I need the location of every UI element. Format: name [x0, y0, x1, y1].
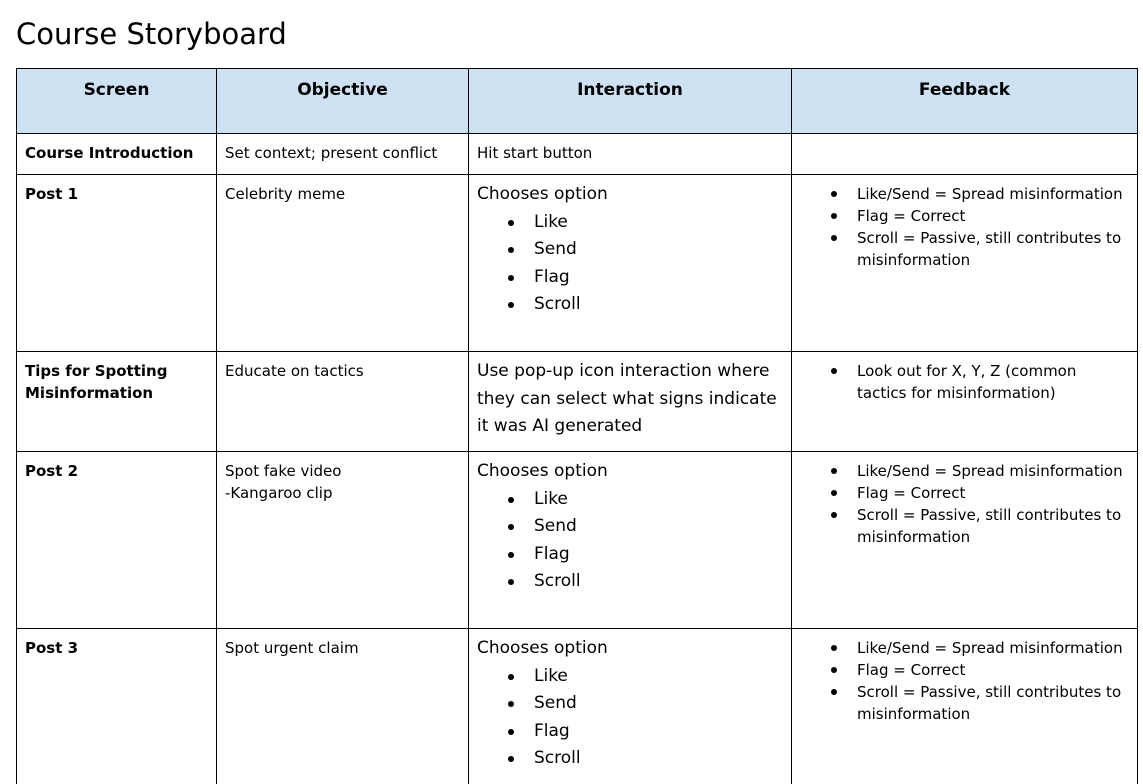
page-title: Course Storyboard — [16, 17, 287, 51]
list-item: Flag — [477, 718, 783, 746]
cell-objective — [217, 452, 469, 629]
cell-screen: Post 1 — [17, 175, 217, 352]
header-screen: Screen — [17, 69, 217, 134]
cell-objective: Educate on tactics — [217, 352, 469, 452]
cell-screen: Post 3 — [17, 629, 217, 784]
list-item: Like — [477, 486, 783, 514]
list-item: Scroll — [477, 568, 783, 596]
cell-screen: Course Introduction — [17, 134, 217, 175]
interaction-title: Chooses option — [477, 638, 608, 658]
list-item: Send — [477, 690, 783, 718]
list-item: Like — [477, 663, 783, 691]
list-item: Scroll — [477, 745, 783, 773]
feedback-list — [800, 183, 1129, 271]
list-item: Scroll = Passive, still contributes to misinformation — [800, 504, 1129, 548]
feedback-list — [800, 460, 1129, 548]
list-item: Scroll = Passive, still contributes to misinformation — [800, 681, 1129, 725]
feedback-list — [800, 637, 1129, 725]
cell-interaction: Use pop-up icon interaction where they can select what signs indicate it was AI generated — [469, 352, 792, 452]
header-interaction: Interaction — [469, 69, 792, 134]
storyboard-table — [16, 68, 1138, 784]
cell-objective: Spot urgent claim — [217, 629, 469, 784]
table-row — [17, 134, 1138, 175]
cell-objective: Celebrity meme — [217, 175, 469, 352]
table-row — [17, 629, 1138, 784]
table-row — [17, 175, 1138, 352]
interaction-title: Chooses option — [477, 461, 608, 481]
list-item: Send — [477, 513, 783, 541]
list-item: Like/Send = Spread misinformation — [800, 183, 1129, 205]
option-list — [477, 663, 783, 773]
list-item: Send — [477, 236, 783, 264]
cell-interaction — [469, 452, 792, 629]
list-item: Scroll — [477, 291, 783, 319]
objective-line: -Kangaroo clip — [225, 484, 333, 502]
list-item: Flag — [477, 264, 783, 292]
list-item: Flag — [477, 541, 783, 569]
header-objective: Objective — [217, 69, 469, 134]
interaction-title: Chooses option — [477, 184, 608, 204]
table-row — [17, 352, 1138, 452]
list-item: Scroll = Passive, still contributes to misinformation — [800, 227, 1129, 271]
cell-screen: Tips for Spotting Misinformation — [17, 352, 217, 452]
cell-interaction — [469, 175, 792, 352]
cell-feedback — [792, 352, 1138, 452]
cell-feedback — [792, 134, 1138, 175]
header-feedback: Feedback — [792, 69, 1138, 134]
feedback-list — [800, 360, 1129, 404]
table-row — [17, 452, 1138, 629]
list-item: Like/Send = Spread misinformation — [800, 460, 1129, 482]
objective-line: Spot fake video — [225, 462, 342, 480]
list-item: Like — [477, 209, 783, 237]
cell-feedback — [792, 175, 1138, 352]
option-list — [477, 486, 783, 596]
cell-feedback — [792, 452, 1138, 629]
cell-objective: Set context; present conflict — [217, 134, 469, 175]
cell-feedback — [792, 629, 1138, 784]
list-item: Flag = Correct — [800, 482, 1129, 504]
option-list — [477, 209, 783, 319]
cell-interaction — [469, 629, 792, 784]
cell-screen: Post 2 — [17, 452, 217, 629]
list-item: Flag = Correct — [800, 205, 1129, 227]
list-item: Flag = Correct — [800, 659, 1129, 681]
cell-interaction: Hit start button — [469, 134, 792, 175]
table-header-row — [17, 69, 1138, 134]
list-item: Look out for X, Y, Z (common tactics for misinformation) — [800, 360, 1129, 404]
list-item: Like/Send = Spread misinformation — [800, 637, 1129, 659]
